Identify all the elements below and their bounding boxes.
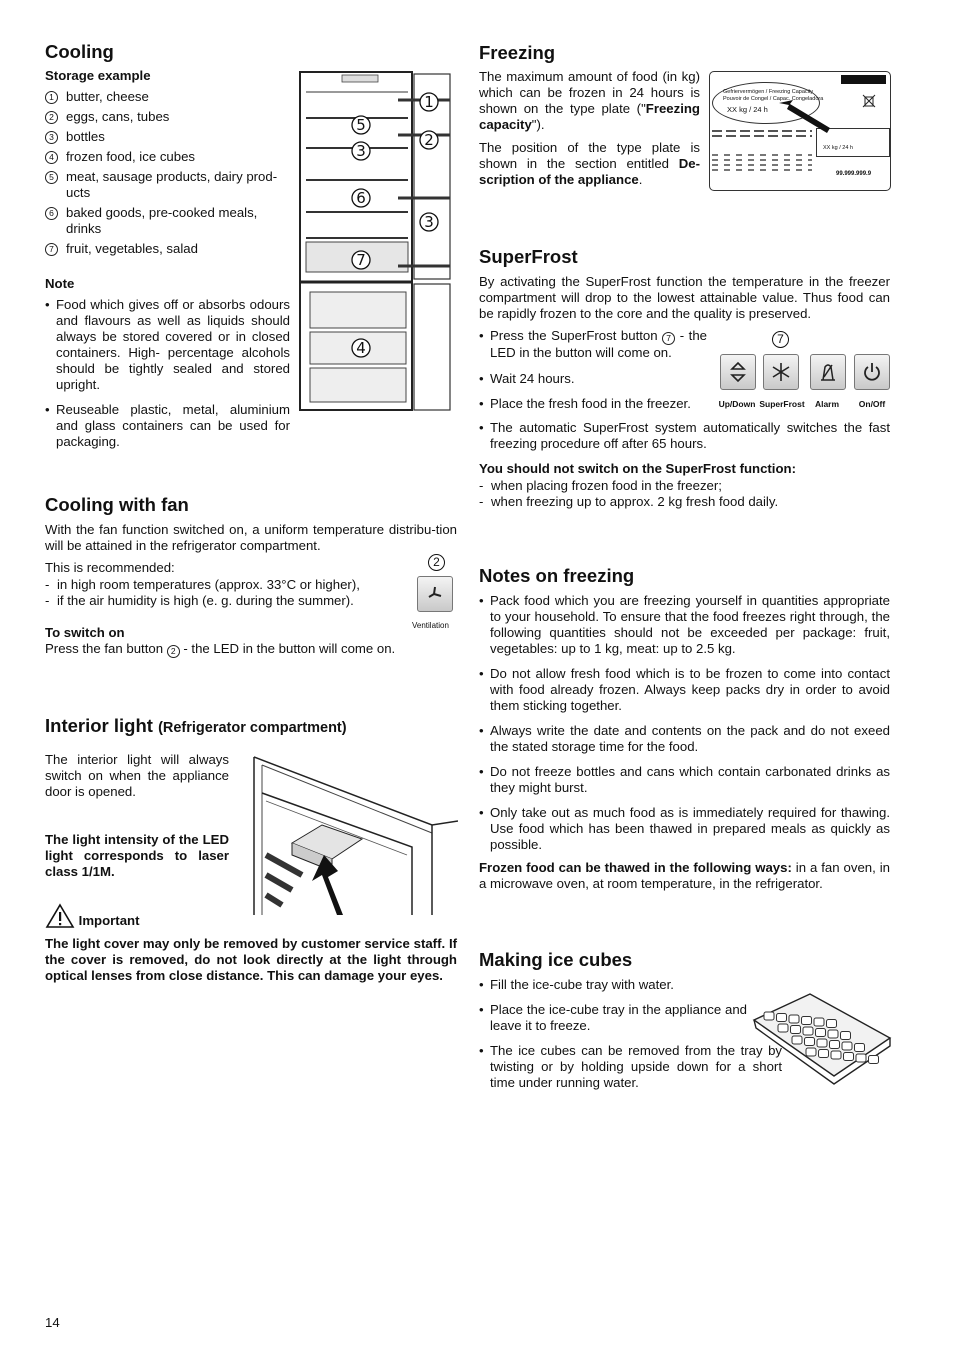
alarm-icon [811,355,845,389]
ice-compartment [819,1050,829,1058]
ice-compartment [830,1041,840,1049]
plate-arrow [775,77,833,137]
on-off-button[interactable] [854,354,890,390]
list-item: • Food which gives off or absorbs odours and flavours as well as liquids should always be stored covered or in closed containers. High- percentage alcohols should be tightly sealed and stored upright. [45,297,290,393]
ice-compartment [805,1038,815,1046]
note-title: Note [45,276,75,291]
storage-example-title: Storage example [45,68,151,83]
notes-freezing-title: Notes on freezing [479,565,635,586]
plate-logo [841,75,886,84]
light-laser-text: The light intensity of the LED light corresponds to laser class 1/1M. [45,832,229,879]
freezing-text-2: The position of the type plate is shown in the section entitled De-scription of the appliance. [479,140,700,187]
superfrost-steps [479,328,707,421]
list-item: - if the air humidity is high (e. g. during the summer). [45,593,405,609]
list-item: • Press the SuperFrost button 7 - the LED in the button will come on. [479,328,707,361]
ice-compartment [814,1018,824,1026]
ice-compartment [842,1042,852,1050]
list-item: • Do not allow fresh food which is to be frozen to come into contact with food already frozen. Always keep packs dry in order to avoid them sticking together. [479,666,890,714]
list-item: • The automatic SuperFrost system automatically switches the fast freezing procedure off after 65 hours. [479,420,890,452]
storage-item: 1 butter, cheese [45,89,295,105]
storage-item: 6 baked goods, pre-cooked meals, drinks [45,205,295,237]
important-text: The light cover may only be removed by customer service staff. If the cover is removed, do not look directly at the light through optical lenses from close distance. This can damage your eyes. [45,936,457,983]
warning-icon [45,903,75,929]
fan-cases [45,577,405,609]
control-panel-figure: 7 Up/Down SuperFrost Alarm On/Off [717,330,893,410]
ice-compartment [869,1056,879,1064]
ice-compartment [856,1054,866,1062]
figure-label: 4 [356,339,366,357]
fan-title: Cooling with fan [45,494,189,515]
light-text: The interior light will always switch on when the appliance door is opened. [45,752,229,799]
bin-icon [862,94,876,108]
list-item: • Only take out as much food as is immediately required for thawing. Use food which has been thawed in prepared meals as quickly as possible. [479,805,890,853]
figure-label: 3 [424,213,434,231]
figure-label: 6 [356,189,366,207]
light-title: Interior light (Refrigerator compartment) [45,715,347,736]
ice-compartment [844,1053,854,1061]
ice-compartment [764,1012,774,1020]
figure-label: 7 [356,251,366,269]
storage-item: 7 fruit, vegetables, salad [45,241,295,257]
ice-compartment [789,1015,799,1023]
superfrost-warning-title: You should not switch on the SuperFrost function: [479,461,796,476]
ice-compartment [827,1020,837,1028]
switch-on-text: Press the fan button 2 - the LED in the button will come on. [45,641,396,656]
plate-capacity-value: XX kg / 24 h [727,105,768,114]
ice-compartment [831,1051,841,1059]
ice-compartment [855,1044,865,1052]
freezing-text-1: The maximum amount of food (in kg) which can be frozen in 24 hours is shown on the type plate ("Freezing capacity"). [479,69,700,132]
superfrost-intro: By activating the SuperFrost function the temperature in the freezer compartment will drop to the lowest attainable value. Thus food can be rapidly frozen to the core and the quality is preserved. [479,274,890,321]
figure-label: 1 [424,93,434,111]
list-item: • Do not freeze bottles and cans which contain carbonated drinks as they might burst. [479,764,890,796]
list-item: • Place the ice-cube tray in the appliance and leave it to freeze. [479,1002,747,1034]
note-list [45,297,290,459]
list-item: • Wait 24 hours. [479,371,707,387]
figure-label: 3 [356,142,366,160]
superfrost-warnings [479,478,890,510]
list-item: • Reuseable plastic, metal, aluminium and glass containers can be used for packaging. [45,402,290,450]
ice-compartment [803,1027,813,1035]
fan-recommended: This is recommended: [45,560,175,575]
thaw-text: Frozen food can be thawed in the following ways: in a fan oven, in a microwave oven, at room temperature, in the refrigerator. [479,860,891,891]
freezing-title: Freezing [479,42,556,63]
ice-compartment [777,1014,787,1022]
superfrost-button[interactable] [763,354,799,390]
ice-compartment [791,1026,801,1034]
ice-tray-illustration [750,990,894,1086]
ice-compartment [792,1036,802,1044]
ice-list [479,977,782,1100]
storage-item: 4 frozen food, ice cubes [45,149,295,165]
storage-item: 2 eggs, cans, tubes [45,109,295,125]
fan-intro: With the fan function switched on, a uniform temperature distribu-tion will be attained in the refrigerator compartment. [45,522,457,553]
ice-compartment [806,1048,816,1056]
ice-compartment [816,1029,826,1037]
page-number: 14 [45,1315,60,1330]
ice-compartment [778,1024,788,1032]
list-item: • The ice cubes can be removed from the tray by twisting or by holding upside down for a short time under running water. [479,1043,782,1091]
ventilation-button[interactable] [417,576,453,612]
ventilation-figure: 2 Ventilation [412,554,460,630]
snowflake-icon [764,355,798,389]
list-item: - when freezing up to approx. 2 kg fresh food daily. [479,494,890,510]
up-down-button[interactable] [720,354,756,390]
list-item: • Always write the date and contents on the pack and do not exeed the stated storage time for the food. [479,723,890,755]
ice-compartment [802,1017,812,1025]
important-heading: Important [45,903,139,929]
cooling-title: Cooling [45,41,114,62]
power-icon [855,355,889,389]
storage-list [45,89,295,261]
storage-item: 3 bottles [45,129,295,145]
superfrost-auto [479,420,890,461]
up-down-icon [721,355,755,389]
type-plate: Gefriervermögen / Freezing Capacity Pouvoir de Congel / Capac. Congeladora XX kg / 24 h XX kg / 24 h 99.999.999.9 [709,71,891,191]
notes-freezing-list [479,593,890,862]
switch-on-title: To switch on [45,625,125,640]
list-item: • Pack food which you are freezing yourself in quantities appropriate to your household. To ensure that the food freezes right through, the following quantities should not be exceeded per package: fruit, vegetables: up to 1 kg, meat: up to 2.5 kg. [479,593,890,657]
ice-compartment [828,1030,838,1038]
storage-item: 5 meat, sausage products, dairy prod-ucts [45,169,295,201]
superfrost-title: SuperFrost [479,246,578,267]
fan-icon [418,577,452,611]
figure-label: 5 [356,116,366,134]
ice-compartment [841,1032,851,1040]
ice-title: Making ice cubes [479,949,633,970]
list-item: • Fill the ice-cube tray with water. [479,977,747,993]
fridge-illustration [298,70,460,415]
alarm-button[interactable] [810,354,846,390]
interior-light-illustration [252,755,458,917]
figure-label: 2 [424,131,434,149]
list-item: - in high room temperatures (approx. 33°C or higher), [45,577,405,593]
list-item: • Place the fresh food in the freezer. [479,396,707,412]
ice-compartment [817,1039,827,1047]
list-item: - when placing frozen food in the freezer; [479,478,890,494]
